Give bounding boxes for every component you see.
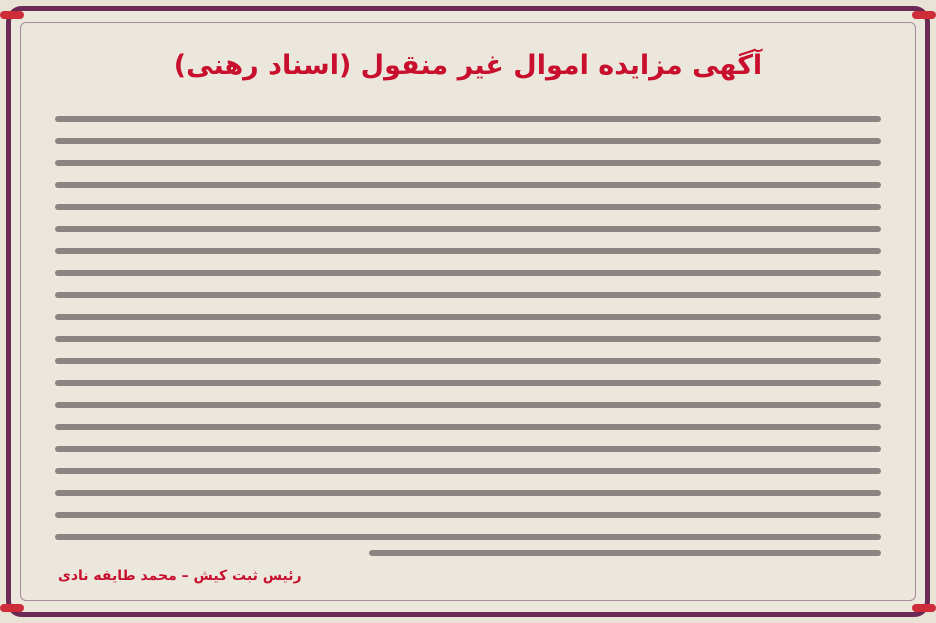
text-line <box>55 468 881 474</box>
text-line <box>369 550 881 556</box>
text-line <box>55 270 881 276</box>
text-line <box>55 534 881 540</box>
corner-ornament <box>912 11 936 19</box>
notice-title: آگهی مزایده اموال غیر منقول (اسناد رهنی) <box>173 50 763 81</box>
text-line <box>55 226 881 232</box>
text-line <box>55 424 881 430</box>
text-line <box>55 358 881 364</box>
text-line <box>55 292 881 298</box>
corner-ornament <box>0 604 24 612</box>
text-line <box>55 116 881 122</box>
text-line <box>55 182 881 188</box>
text-line <box>55 446 881 452</box>
signature-line: رئیس ثبت کیش – محمد طایفه نادی <box>58 568 302 584</box>
corner-ornament <box>912 604 936 612</box>
text-line <box>55 336 881 342</box>
text-line <box>55 490 881 496</box>
text-line <box>55 314 881 320</box>
corner-ornament <box>0 11 24 19</box>
text-line <box>55 204 881 210</box>
text-line <box>55 380 881 386</box>
text-line <box>55 512 881 518</box>
notice-body-text <box>55 112 881 552</box>
text-line <box>55 160 881 166</box>
text-line <box>55 402 881 408</box>
text-line <box>55 248 881 254</box>
text-line <box>55 138 881 144</box>
